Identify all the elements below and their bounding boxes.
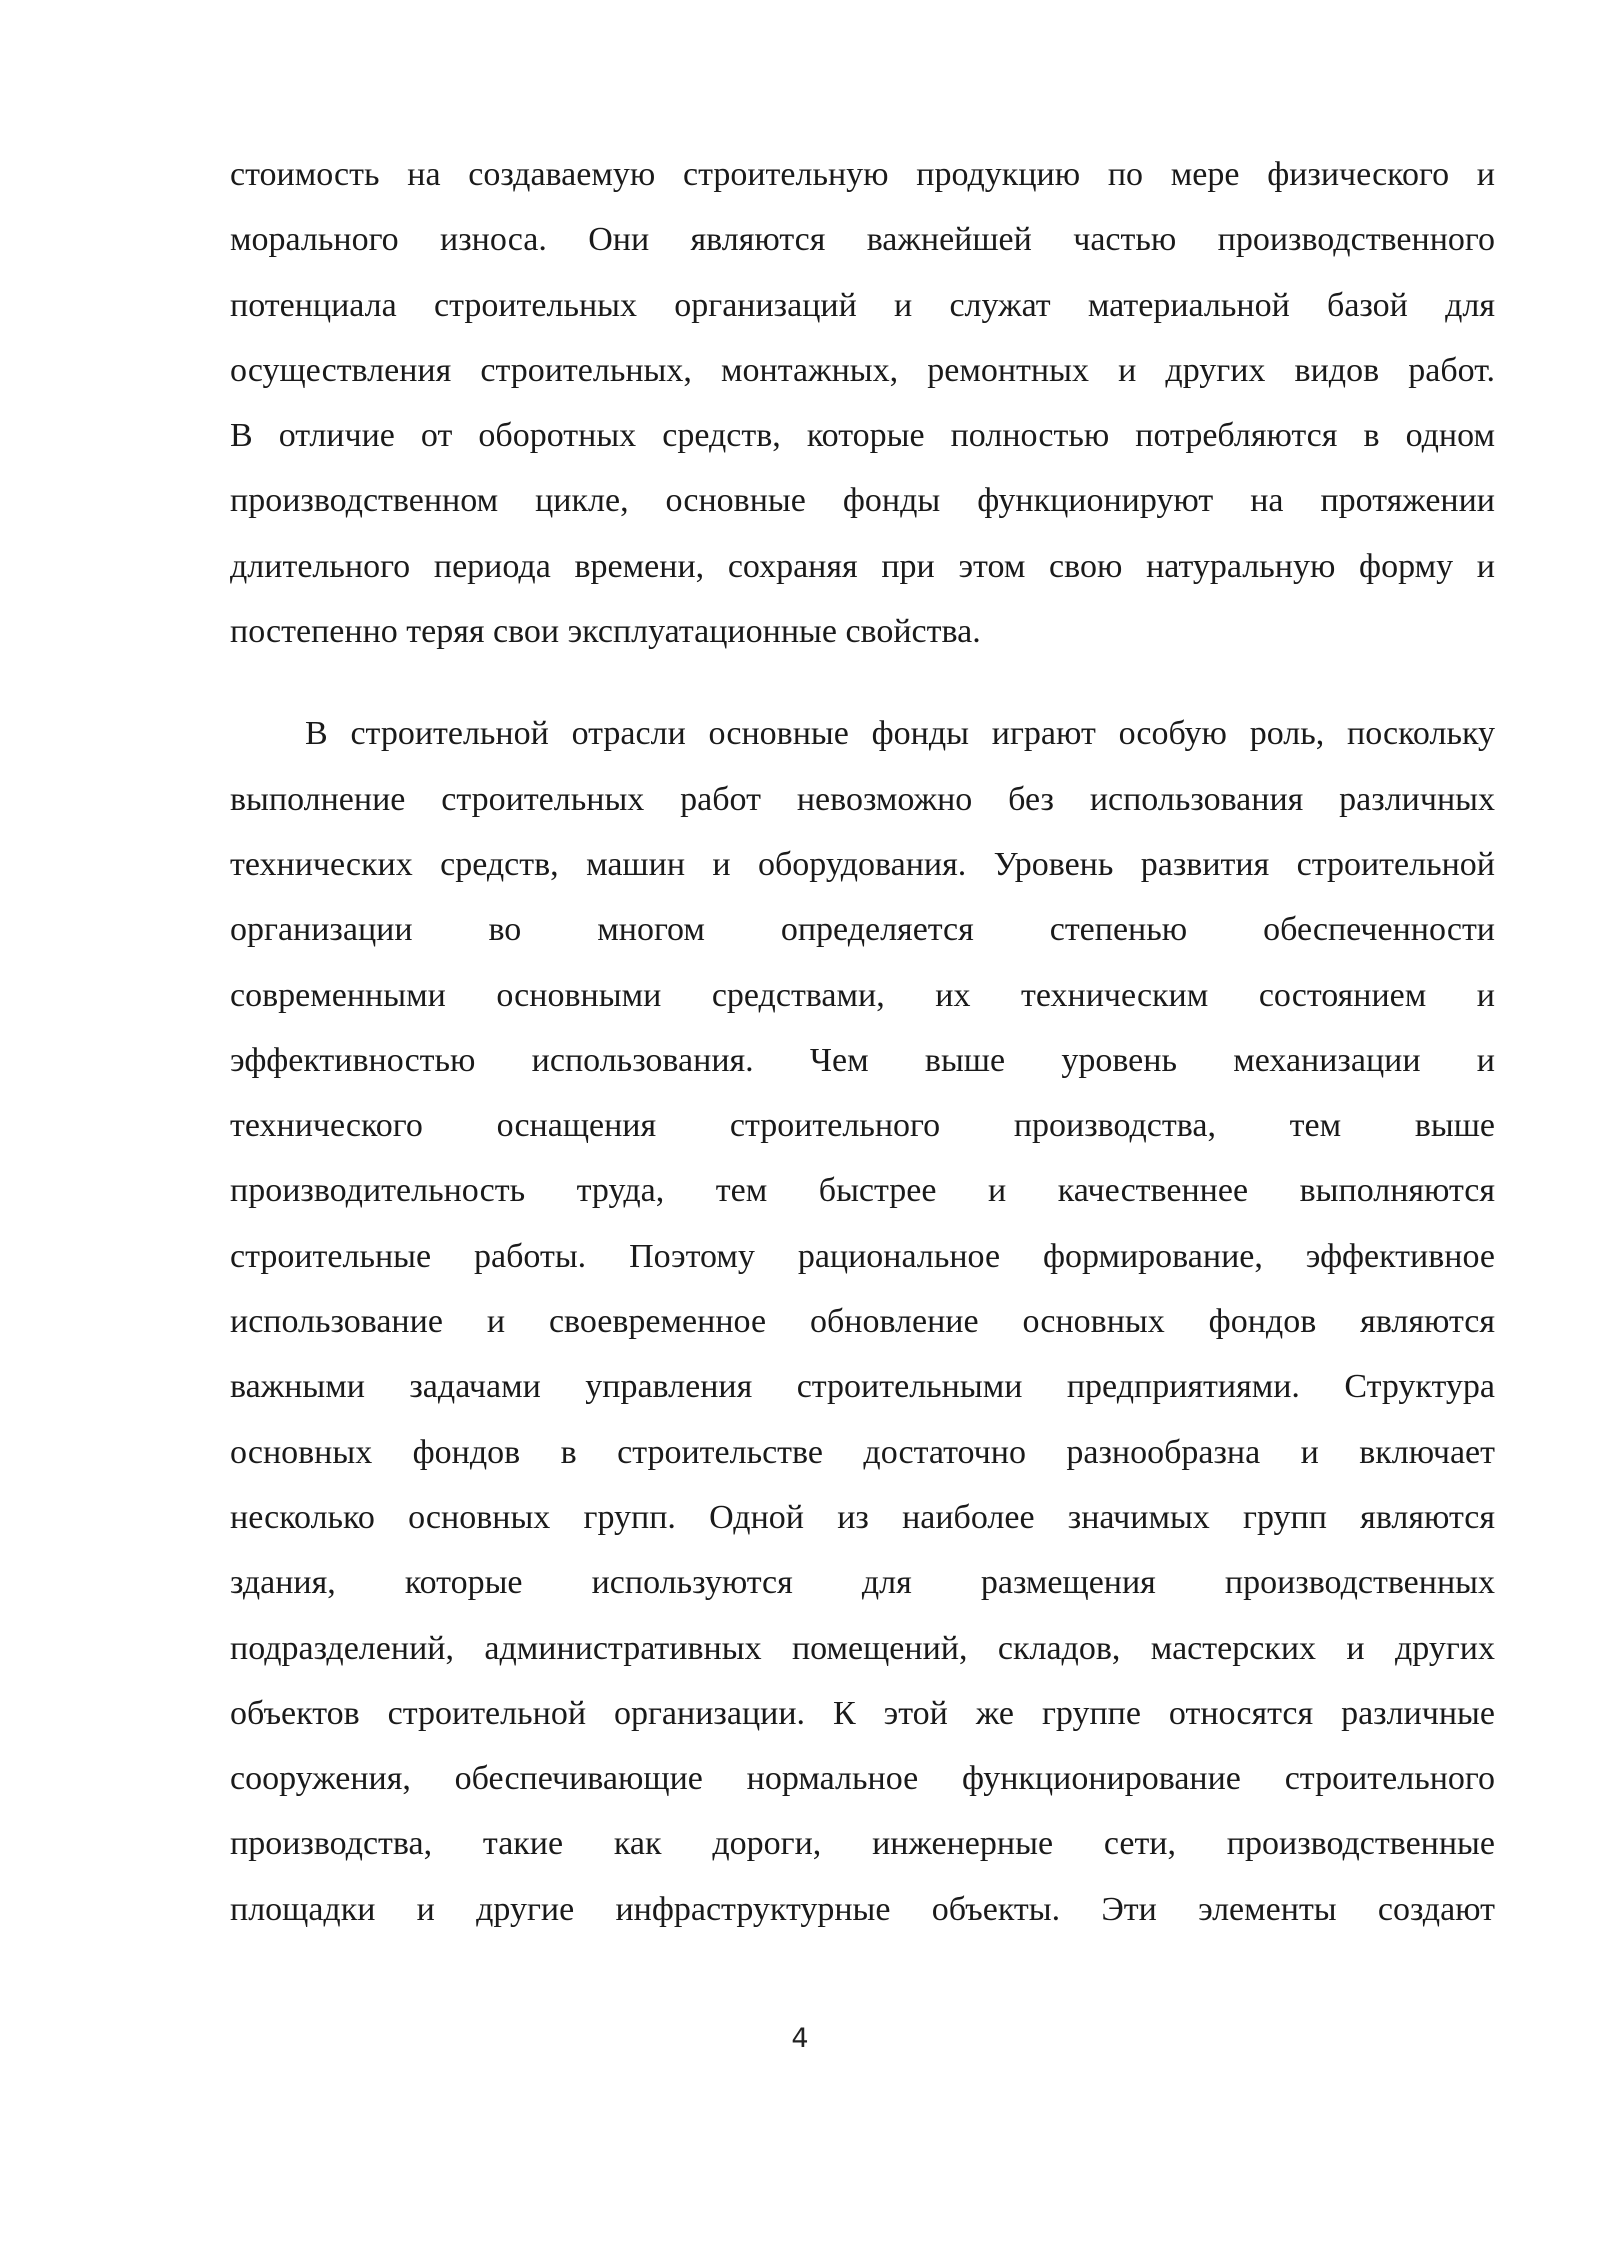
text-line: технического оснащения строительного производства, тем выше <box>230 1107 1495 1145</box>
text-line: здания, которые используются для размещения производственных <box>230 1564 1495 1602</box>
text-line: стоимость на создаваемую строительную продукцию по мере физического и <box>230 156 1495 193</box>
text-line: В строительной отрасли основные фонды играют особую роль, поскольку <box>305 715 1495 753</box>
text-line: сооружения, обеспечивающие нормальное функционирование строительного <box>230 1760 1495 1798</box>
body-text <box>230 142 1495 1942</box>
text-line: организации во многом определяется степенью обеспеченности <box>230 911 1495 949</box>
text-line: технических средств, машин и оборудования. Уровень развития строительной <box>230 845 1495 883</box>
text-line: строительные работы. Поэтому рациональное формирование, эффективное <box>230 1237 1495 1275</box>
text-line: подразделений, административных помещений, складов, мастерских и других <box>230 1629 1495 1667</box>
text-line: объектов строительной организации. К этой же группе относятся различные <box>230 1694 1495 1732</box>
page-number: 4 <box>791 2023 809 2054</box>
paragraph-spacing <box>230 664 1495 701</box>
text-line: эффективностью использования. Чем выше уровень механизации и <box>230 1041 1495 1079</box>
text-line: выполнение строительных работ невозможно без использования различных <box>230 780 1495 818</box>
text-line: несколько основных групп. Одной из наиболее значимых групп являются <box>230 1498 1495 1536</box>
text-line: производства, такие как дороги, инженерные сети, производственные <box>230 1825 1495 1863</box>
text-line: В отличие от оборотных средств, которые полностью потребляются в одном <box>230 417 1495 455</box>
text-line: современными основными средствами, их техническим состоянием и <box>230 976 1495 1014</box>
text-line: морального износа. Они являются важнейшей частью производственного <box>230 221 1495 259</box>
text-line: производительность труда, тем быстрее и качественнее выполняются <box>230 1172 1495 1210</box>
text-line: осуществления строительных, монтажных, ремонтных и других видов работ. <box>230 351 1495 389</box>
text-line: площадки и другие инфраструктурные объекты. Эти элементы создают <box>230 1890 1495 1928</box>
text-line: основных фондов в строительстве достаточно разнообразна и включает <box>230 1433 1495 1471</box>
paragraph-2 <box>230 701 1495 1942</box>
text-line: производственном цикле, основные фонды функционируют на протяжении <box>230 482 1495 520</box>
text-line: важными задачами управления строительными предприятиями. Структура <box>230 1368 1495 1406</box>
paragraph-1 <box>230 142 1495 664</box>
text-line: использование и своевременное обновление основных фондов являются <box>230 1303 1495 1341</box>
text-line: постепенно теряя свои эксплуатационные свойства. <box>230 613 981 651</box>
text-line: потенциала строительных организаций и служат материальной базой для <box>230 286 1495 324</box>
text-line: длительного периода времени, сохраняя при этом свою натуральную форму и <box>230 547 1495 585</box>
